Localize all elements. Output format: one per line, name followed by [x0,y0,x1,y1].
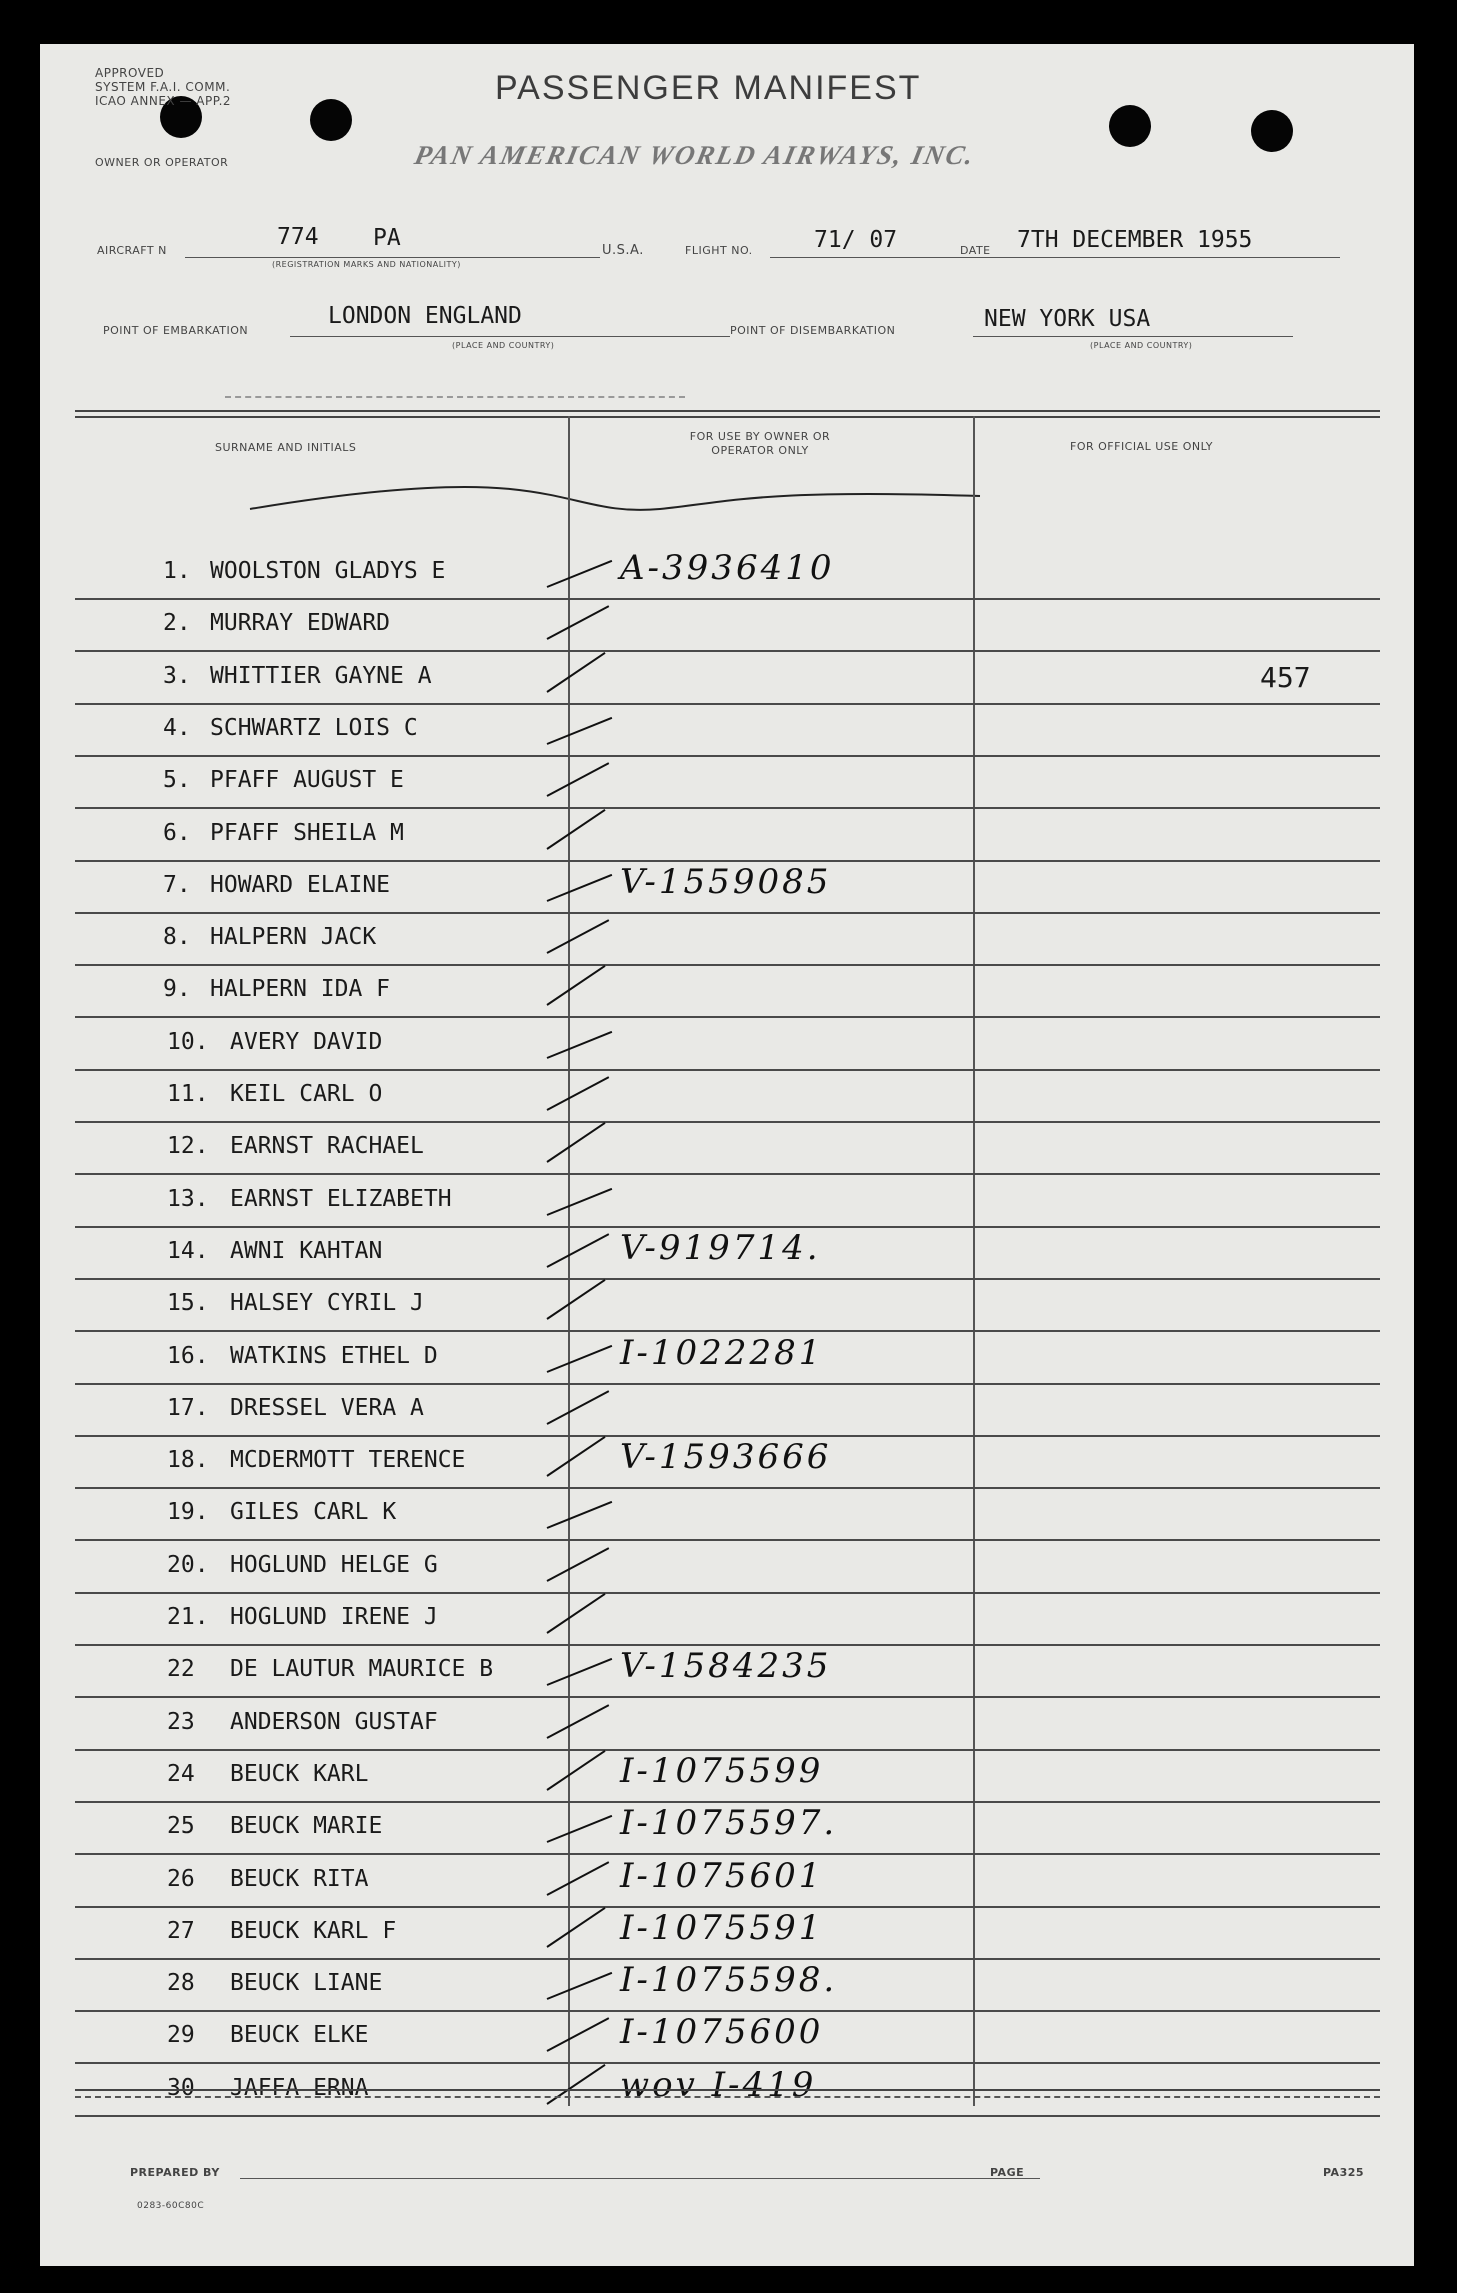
row-number: 7. [163,871,191,898]
check-mark [547,1815,613,1843]
row-number: 4. [163,714,191,741]
row-number: 24 [167,1760,195,1787]
passenger-name: SCHWARTZ LOIS C [210,714,418,741]
row-divider [75,1069,1380,1071]
row-number: 15. [167,1290,209,1317]
row-number: 2. [163,610,191,637]
check-mark [547,1704,610,1739]
passenger-name: PFAFF SHEILA M [210,819,404,846]
check-mark [547,1031,613,1059]
check-mark [547,874,613,902]
row-divider [75,650,1380,652]
passenger-name: MCDERMOTT TERENCE [230,1447,466,1474]
header-wavy-line [40,464,1414,524]
row-divider [75,1173,1380,1175]
row-number: 8. [163,924,191,951]
disembark-caption: (PLACE AND COUNTRY) [1090,341,1193,350]
approval-line-1: APPROVED [95,66,165,80]
passenger-name: MURRAY EDWARD [210,610,391,637]
passenger-name: AVERY DAVID [230,1028,383,1055]
page-title: PASSENGER MANIFEST [495,69,922,107]
airline-name: PAN AMERICAN WORLD AIRWAYS, INC. [411,140,978,170]
owner-label: OWNER OR OPERATOR [95,156,229,169]
row-divider [75,807,1380,809]
row-divider [75,1383,1380,1385]
row-number: 23 [167,1708,195,1735]
passenger-name: HALPERN JACK [210,924,377,951]
row-number: 17. [167,1394,209,1421]
row-number: 14. [167,1237,209,1264]
check-mark [547,717,613,745]
disembark-label: POINT OF DISEMBARKATION [730,324,896,337]
punch-hole [310,99,352,141]
check-mark [546,1122,605,1163]
check-mark [547,919,610,954]
passenger-name: GILES CARL K [230,1499,397,1526]
passenger-name: BEUCK ELKE [230,2022,369,2049]
col-header-surname: SURNAME AND INITIALS [215,441,357,454]
row-number: 13. [167,1185,209,1212]
punch-hole [1109,105,1151,147]
passenger-name: HALSEY CYRIL J [230,1290,424,1317]
official-mark: 457 [1260,660,1311,694]
disembark-value: NEW YORK USA [984,306,1151,332]
check-mark [547,1501,613,1529]
passenger-name: BEUCK KARL F [230,1917,397,1944]
check-mark [547,1076,610,1111]
passenger-name: HALPERN IDA F [210,976,391,1003]
row-divider [75,964,1380,966]
col-header-official: FOR OFFICIAL USE ONLY [1070,440,1214,453]
passenger-name: DRESSEL VERA A [230,1394,424,1421]
check-mark [547,560,613,588]
row-number: 1. [163,558,191,584]
row-divider [75,2115,1380,2117]
check-mark [546,652,605,693]
row-number: 16. [167,1342,209,1369]
row-divider [75,1278,1380,1280]
row-number: 29 [167,2022,195,2049]
manifest-sheet [40,44,1414,2266]
embark-value: LONDON ENGLAND [328,303,522,329]
passenger-name: WOOLSTON GLADYS E [210,558,446,584]
row-divider [75,703,1380,705]
check-mark [546,1279,605,1320]
date-label: DATE [960,244,991,257]
row-divider [75,1696,1380,1698]
handwritten-note: V-1584235 [620,1646,832,1687]
flight-number: 71/ 07 [814,227,898,253]
row-number: 26 [167,1865,195,1892]
check-mark [547,1344,613,1372]
check-mark [547,1547,610,1582]
row-number: 19. [167,1499,209,1526]
approval-line-3: ICAO ANNEX — APP.2 [95,94,232,108]
handwritten-note: V-919714. [620,1227,821,1268]
row-number: 18. [167,1447,209,1474]
passenger-name: AWNI KAHTAN [230,1237,383,1264]
row-divider [75,912,1380,914]
form-number: PA325 [1323,2166,1365,2179]
passenger-name: HOWARD ELAINE [210,871,391,898]
passenger-name: BEUCK LIANE [230,1970,383,1997]
row-number: 10. [167,1028,209,1055]
passenger-name: PFAFF AUGUST E [210,767,404,794]
check-mark [546,809,605,850]
check-mark [546,1436,605,1477]
handwritten-note: I-1075600 [620,2012,824,2053]
page-label: PAGE [990,2166,1025,2179]
row-divider [75,1539,1380,1541]
punch-hole [1251,110,1293,152]
handwritten-note: I-1075598. [620,1960,838,2001]
handwritten-note: I-1075591 [620,1907,824,1948]
row-number: 5. [163,767,191,794]
row-divider [75,1121,1380,1123]
handwritten-note: I-1075599 [620,1750,824,1791]
aircraft-reg: 774 [277,224,319,250]
row-divider [75,1016,1380,1018]
passenger-name: HOGLUND HELGE G [230,1551,438,1578]
row-number: 21. [167,1604,209,1630]
passenger-name: BEUCK MARIE [230,1813,383,1840]
check-mark [547,1233,610,1268]
check-mark [546,2064,605,2105]
row-divider [75,1592,1380,1594]
check-mark [547,1861,610,1896]
embark-caption: (PLACE AND COUNTRY) [452,341,555,350]
row-number: 12. [167,1133,209,1160]
row-number: 30 [167,2074,195,2101]
passenger-name: JAFFA ERNA [230,2074,369,2101]
handwritten-note: I-1075597. [620,1803,838,1844]
handwritten-note: I-1075601 [620,1855,824,1896]
handwritten-note: A-3936410 [620,548,835,588]
row-number: 25 [167,1813,195,1840]
check-mark [547,1658,613,1686]
passenger-name: EARNST ELIZABETH [230,1185,452,1212]
row-number: 3. [163,662,191,689]
passenger-name: DE LAUTUR MAURICE B [230,1656,494,1683]
handwritten-note: V-1559085 [620,861,832,902]
aircraft-label: AIRCRAFT N [97,244,167,257]
check-mark [547,762,610,797]
passenger-name: HOGLUND IRENE J [230,1604,438,1630]
passenger-name: BEUCK KARL [230,1760,369,1787]
prepared-by-label: PREPARED BY [130,2166,220,2179]
col-header-owner: FOR USE BY OWNER OR OPERATOR ONLY [689,430,831,457]
handwritten-note: wov I-419 [620,2064,817,2105]
handwritten-note: I-1022281 [620,1332,824,1373]
usa-label: U.S.A. [602,243,644,258]
row-number: 9. [163,976,191,1003]
check-mark [547,606,610,641]
row-divider [75,1487,1380,1489]
embark-label: POINT OF EMBARKATION [103,324,249,337]
row-number: 22 [167,1656,195,1683]
passenger-name: KEIL CARL O [230,1081,383,1107]
passenger-name: EARNST RACHAEL [230,1133,424,1160]
approval-line-2: SYSTEM F.A.I. COMM. [95,80,231,94]
passenger-name: WHITTIER GAYNE A [210,662,432,689]
check-mark [547,2018,610,2053]
flight-label: FLIGHT NO. [685,244,753,257]
passenger-name: ANDERSON GUSTAF [230,1708,438,1735]
row-divider [75,755,1380,757]
row-number: 11. [167,1081,209,1107]
passenger-name: WATKINS ETHEL D [230,1342,438,1369]
handwritten-note: V-1593666 [620,1437,832,1478]
check-mark [546,1907,605,1948]
row-number: 20. [167,1551,209,1578]
aircraft-type: PA [373,225,401,251]
date-value: 7TH DECEMBER 1955 [1017,227,1253,253]
row-number: 6. [163,819,191,846]
print-code: 0283-60C80C [137,2201,205,2211]
passenger-name: BEUCK RITA [230,1865,369,1892]
check-mark [546,1593,605,1634]
check-mark [547,1390,610,1425]
check-mark [546,965,605,1006]
registration-caption: (REGISTRATION MARKS AND NATIONALITY) [272,260,461,269]
row-divider [75,598,1380,600]
check-mark [546,1750,605,1791]
check-mark [547,1972,613,2000]
check-mark [547,1187,613,1215]
row-number: 27 [167,1917,195,1944]
row-number: 28 [167,1970,195,1997]
